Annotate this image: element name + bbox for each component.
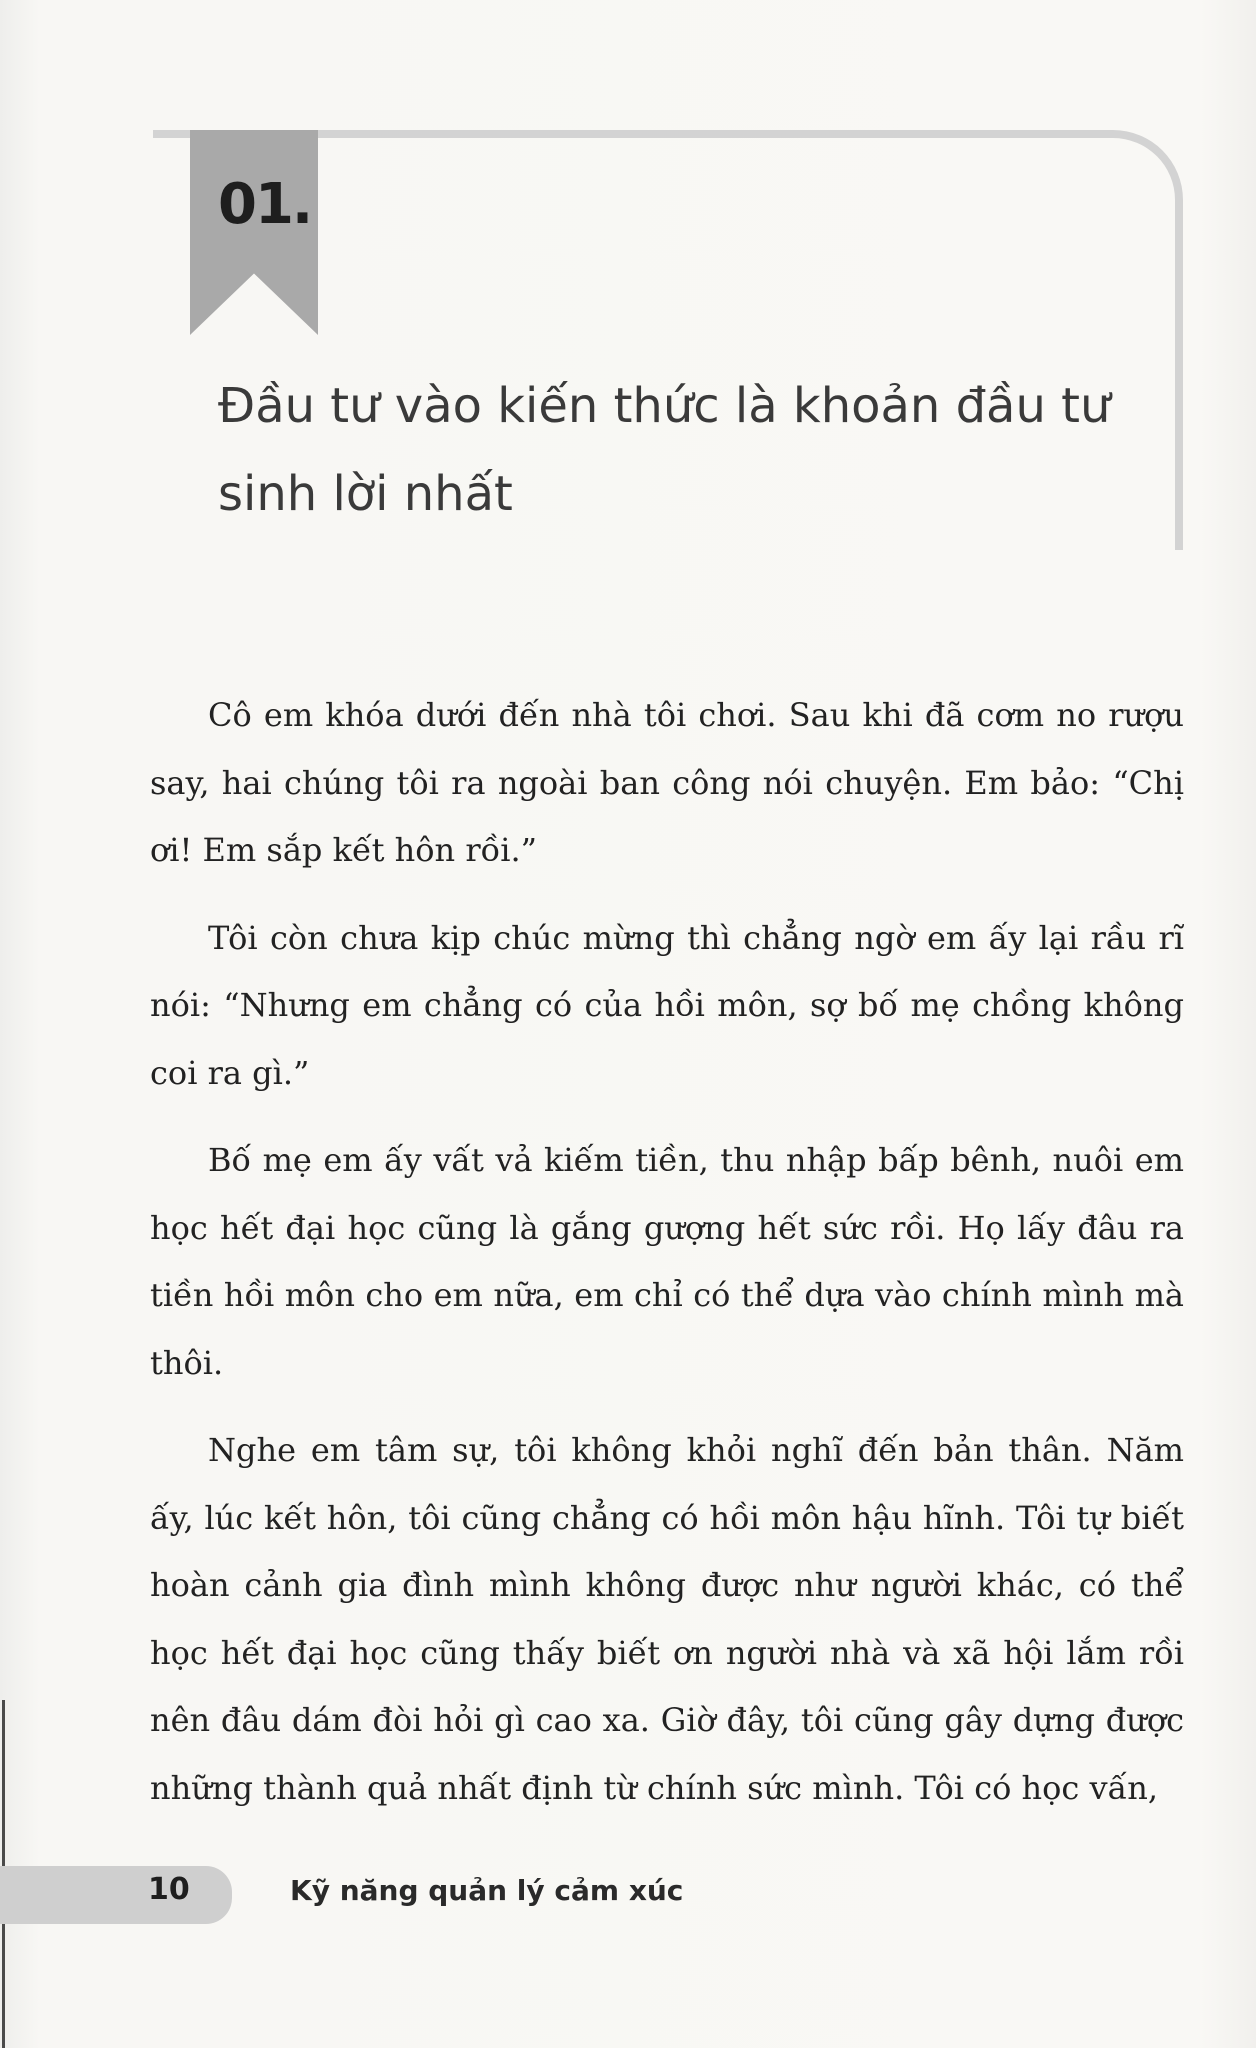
chapter-number: 01.	[218, 172, 312, 237]
chapter-title-line-2: sinh lời nhất	[218, 466, 513, 522]
page-number-tab	[0, 1866, 232, 1924]
body-text	[150, 682, 1184, 1842]
paragraph-1: Cô em khóa dưới đến nhà tôi chơi. Sau khi đã cơm no rượu say, hai chúng tôi ra ngoài ban công nói chuyện. Em bảo: “Chị ơi! Em sắp kết hôn rồi.”	[150, 696, 1184, 869]
page-number: 10	[148, 1872, 190, 1907]
chapter-title-line-1: Đầu tư vào kiến thức là khoản đầu tư	[218, 378, 1111, 434]
paragraph-2: Tôi còn chưa kịp chúc mừng thì chẳng ngờ em ấy lại rầu rĩ nói: “Nhưng em chẳng có của hồi môn, sợ bố mẹ chồng không coi ra gì.”	[150, 918, 1184, 1092]
paragraph-3: Bố mẹ em ấy vất vả kiếm tiền, thu nhập bấp bênh, nuôi em học hết đại học cũng là gắng gượng hết sức rồi. Họ lấy đâu ra tiền hồi môn cho em nữa, em chỉ có thể dựa vào chính mình mà thôi.	[150, 1141, 1184, 1382]
paragraph-4: Nghe em tâm sự, tôi không khỏi nghĩ đến bản thân. Năm ấy, lúc kết hôn, tôi cũng chẳng có hồi môn hậu hĩnh. Tôi tự biết hoàn cảnh gia đình mình không được như người khác, có thể học hết đại học cũng thấy biết ơn người nhà và xã hội lắm rồi nên đâu dám đòi hỏi gì cao xa. Giờ đây, tôi cũng gây dựng được những thành quả nhất định từ chính sức mình. Tôi có học vấn,	[150, 1431, 1184, 1807]
chapter-title	[218, 362, 1118, 538]
running-title: Kỹ năng quản lý cảm xúc	[290, 1874, 684, 1907]
